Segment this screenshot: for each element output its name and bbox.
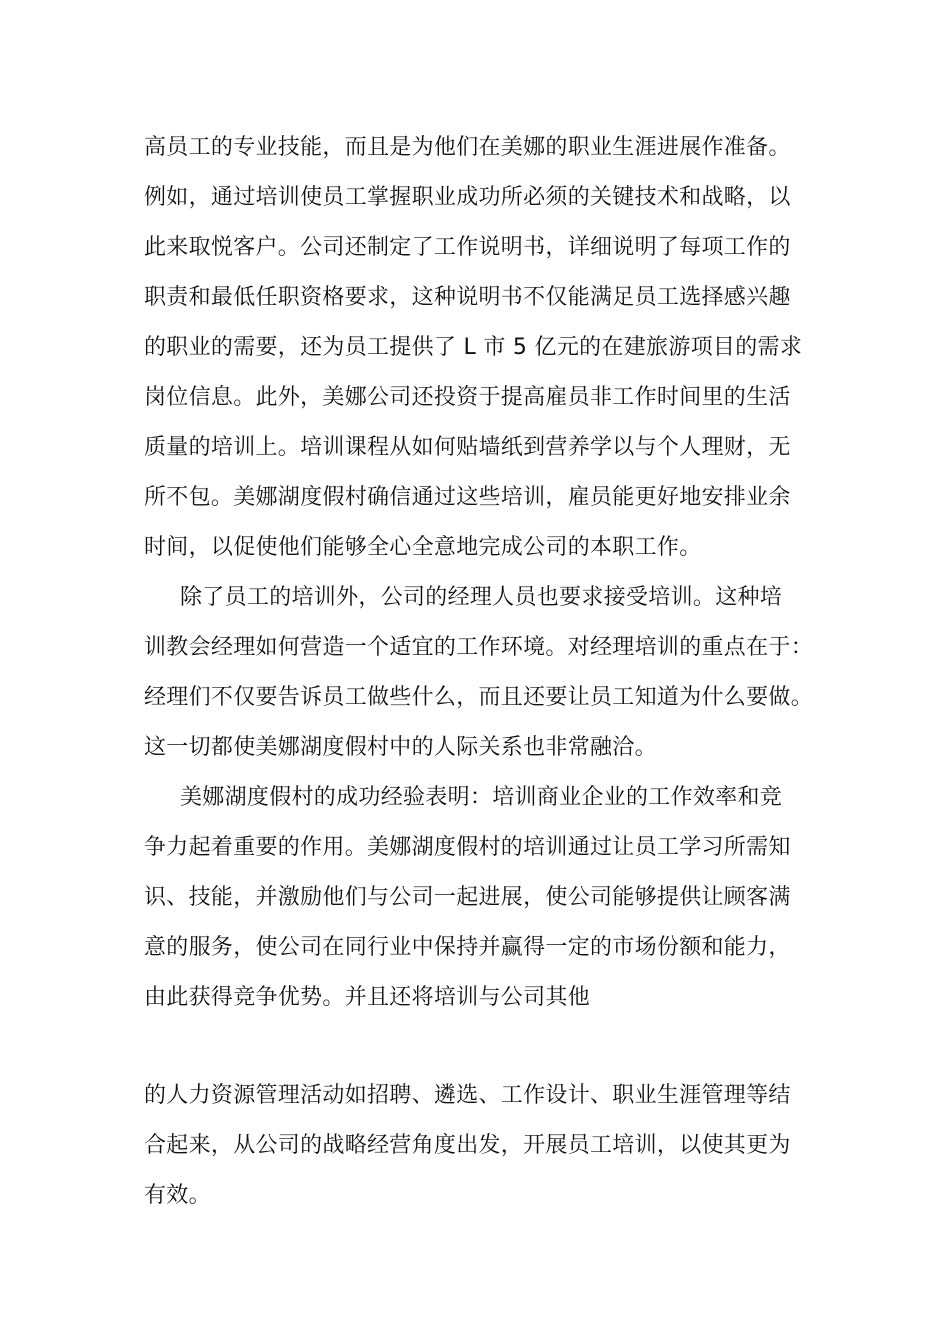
text-line: 岗位信息。此外，美娜公司还投资于提高雇员非工作时间里的生活	[144, 385, 791, 410]
text-line: 的职业的需要，还为员工提供了 L 市 5 亿元的在建旅游项目的需求	[144, 335, 803, 360]
text-line: 经理们不仅要告诉员工做些什么，而且还要让员工知道为什么要做。	[144, 685, 814, 710]
text-line: 所不包。美娜湖度假村确信通过这些培训，雇员能更好地安排业余	[144, 485, 791, 510]
text-line: 例如，通过培训使员工掌握职业成功所必须的关键技术和战略，以	[144, 185, 791, 210]
text-line: 职责和最低任职资格要求，这种说明书不仅能满足员工选择感兴趣	[144, 285, 791, 310]
paragraph-first-line: 美娜湖度假村的成功经验表明：培训商业企业的工作效率和竞	[180, 785, 783, 810]
text-line: 有效。	[144, 1183, 211, 1208]
text-line: 的人力资源管理活动如招聘、遴选、工作设计、职业生涯管理等结	[144, 1083, 791, 1108]
text-line: 争力起着重要的作用。美娜湖度假村的培训通过让员工学习所需知	[144, 835, 791, 860]
text-line: 此来取悦客户。公司还制定了工作说明书，详细说明了每项工作的	[144, 235, 791, 260]
text-line: 时间，以促使他们能够全心全意地完成公司的本职工作。	[144, 535, 702, 560]
text-line: 识、技能，并激励他们与公司一起进展，使公司能够提供让顾客满	[144, 885, 791, 910]
text-line: 这一切都使美娜湖度假村中的人际关系也非常融洽。	[144, 735, 657, 760]
text-line: 意的服务，使公司在同行业中保持并赢得一定的市场份额和能力，	[144, 935, 791, 960]
text-line: 质量的培训上。培训课程从如何贴墙纸到营养学以与个人理财，无	[144, 435, 791, 460]
text-line: 由此获得竞争优势。并且还将培训与公司其他	[144, 985, 591, 1010]
paragraph-first-line: 除了员工的培训外，公司的经理人员也要求接受培训。这种培	[180, 585, 783, 610]
text-line: 高员工的专业技能，而且是为他们在美娜的职业生涯进展作准备。	[144, 135, 791, 160]
text-line: 合起来，从公司的战略经营角度出发，开展员工培训，以使其更为	[144, 1133, 791, 1158]
text-line: 训教会经理如何营造一个适宜的工作环境。对经理培训的重点在于：	[144, 635, 814, 660]
